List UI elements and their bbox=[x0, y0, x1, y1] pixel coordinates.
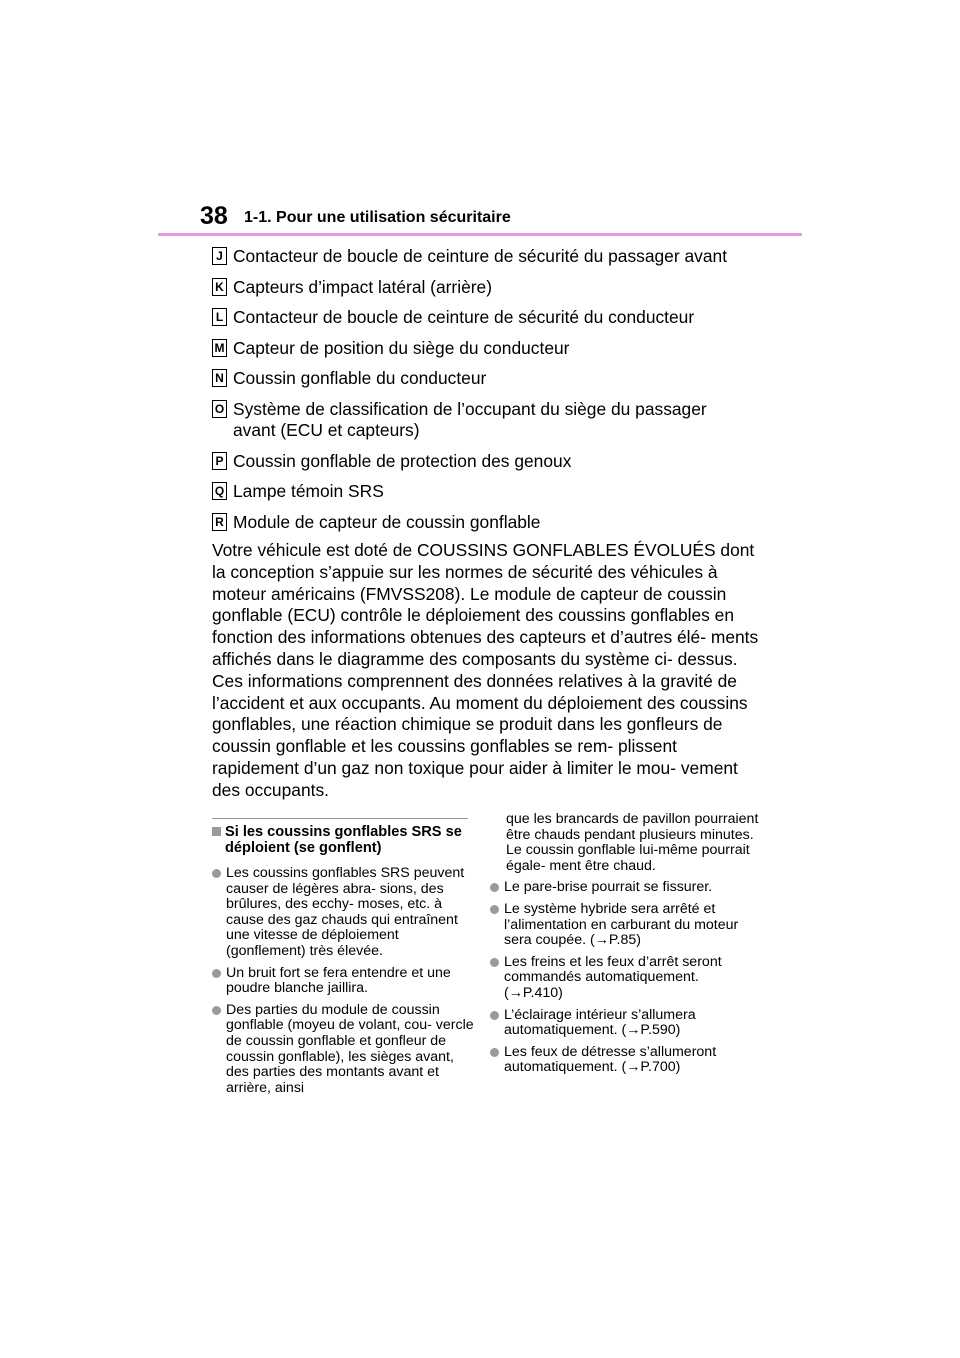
dot-bullet-icon bbox=[490, 905, 499, 914]
dot-bullet-icon bbox=[212, 1006, 221, 1015]
bullet-text: Le système hybride sera arrêté et l’alimentation en carburant du moteur sera coupée. (→P.85) bbox=[504, 900, 739, 949]
letter-badge: R bbox=[212, 513, 227, 531]
subsection-heading bbox=[212, 824, 474, 856]
list-item bbox=[212, 368, 486, 389]
subsection-title: Si les coussins gonflables SRS se déploient (se gonflent) bbox=[225, 824, 462, 856]
bullet-item bbox=[490, 1008, 760, 1039]
bullet-text: L’éclairage intérieur s’allumera automatiquement. (→P.590) bbox=[504, 1006, 696, 1039]
list-item bbox=[212, 451, 571, 472]
page-number: 38 bbox=[200, 202, 228, 230]
bullet-item bbox=[212, 966, 474, 997]
item-text: Capteur de position du siège du conducteur bbox=[233, 338, 570, 358]
bullet-text: Les feux de détresse s’allumeront automatiquement. (→P.700) bbox=[504, 1043, 717, 1076]
header-rule bbox=[158, 233, 802, 236]
letter-badge: Q bbox=[212, 482, 227, 500]
left-column bbox=[212, 824, 474, 1102]
list-item bbox=[212, 307, 694, 328]
bullet-item bbox=[490, 955, 760, 1002]
list-item bbox=[212, 512, 540, 533]
bullet-text: Les coussins gonflables SRS peuvent causer de légères abra- sions, des brûlures, des ecchy- moses, etc. à cause des gaz chauds qui entraînent une vitesse de déploiement (gonflement) très élevée. bbox=[226, 865, 465, 959]
list-item bbox=[212, 399, 733, 441]
item-text: Contacteur de boucle de ceinture de sécurité du passager avant bbox=[233, 246, 728, 266]
dot-bullet-icon bbox=[490, 958, 499, 967]
letter-badge: M bbox=[212, 339, 227, 357]
letter-badge: L bbox=[212, 308, 227, 326]
list-item bbox=[212, 481, 384, 502]
bullet-item bbox=[212, 866, 474, 960]
right-column bbox=[490, 812, 760, 1082]
item-text: Contacteur de boucle de ceinture de sécurité du conducteur bbox=[233, 307, 695, 327]
bullet-text: Les freins et les feux d’arrêt seront commandés automatiquement. (→P.410) bbox=[504, 953, 722, 1001]
dot-bullet-icon bbox=[212, 969, 221, 978]
bullet-text: Des parties du module de coussin gonflable (moyeu de volant, cou- vercle de coussin gonflable et gonfleur de coussin gonflable), les sièges avant, des parties des montants avant et arrière, ainsi bbox=[226, 1001, 474, 1096]
letter-badge: N bbox=[212, 369, 227, 387]
item-text: Module de capteur de coussin gonflable bbox=[233, 512, 541, 532]
bullet-continuation: que les brancards de pavillon pourraient être chauds pendant plusieurs minutes. Le coussin gonflable lui-même pourrait égale- ment être chaud. bbox=[506, 811, 759, 874]
bullet-item bbox=[490, 902, 760, 949]
item-text: Système de classification de l’occupant du siège du passager avant (ECU et capteurs) bbox=[233, 399, 707, 440]
bullet-item bbox=[212, 1003, 474, 1097]
dot-bullet-icon bbox=[490, 883, 499, 892]
square-bullet-icon bbox=[212, 827, 221, 836]
item-text: Coussin gonflable de protection des genoux bbox=[233, 451, 572, 471]
body-paragraph: Votre véhicule est doté de COUSSINS GONFLABLES ÉVOLUÉS dont la conception s’appuie sur les normes de sécurité des véhicules à moteur américains (FMVSS208). Le module de capteur de coussin gonflable (ECU) contrôle le déploiement des coussins gonflables en fonction des informations obtenues des capteurs et d’autres élé- ments affichés dans le diagramme des composants du système ci- dessus. Ces informations comprennent des données relatives à la gravité de l’accident et aux occupants. Au moment du déploiement des coussins gonflables, une réaction chimique se produit dans les gonfleurs de coussin gonflable et les coussins gonflables se rem- plissent rapidement d’un gaz non toxique pour aider à limiter le mou- vement des occupants. bbox=[212, 540, 759, 800]
dot-bullet-icon bbox=[212, 869, 221, 878]
list-item bbox=[212, 277, 492, 298]
section-title: 1-1. Pour une utilisation sécuritaire bbox=[244, 209, 511, 226]
bullet-text: Le pare-brise pourrait se fissurer. bbox=[504, 879, 713, 896]
bullet-text: Un bruit fort se fera entendre et une poudre blanche jaillira. bbox=[226, 964, 451, 997]
letter-badge: O bbox=[212, 400, 227, 418]
item-text: Coussin gonflable du conducteur bbox=[233, 368, 487, 388]
letter-badge: K bbox=[212, 278, 227, 296]
bullet-item bbox=[490, 880, 760, 896]
item-text: Lampe témoin SRS bbox=[233, 481, 384, 501]
letter-badge: J bbox=[212, 247, 227, 265]
dot-bullet-icon bbox=[490, 1048, 499, 1057]
list-item bbox=[212, 338, 569, 359]
list-item bbox=[212, 246, 727, 267]
bullet-item bbox=[490, 1045, 760, 1076]
letter-badge: P bbox=[212, 452, 227, 470]
dot-bullet-icon bbox=[490, 1011, 499, 1020]
item-text: Capteurs d’impact latéral (arrière) bbox=[233, 277, 493, 297]
subsection-rule bbox=[212, 818, 468, 819]
